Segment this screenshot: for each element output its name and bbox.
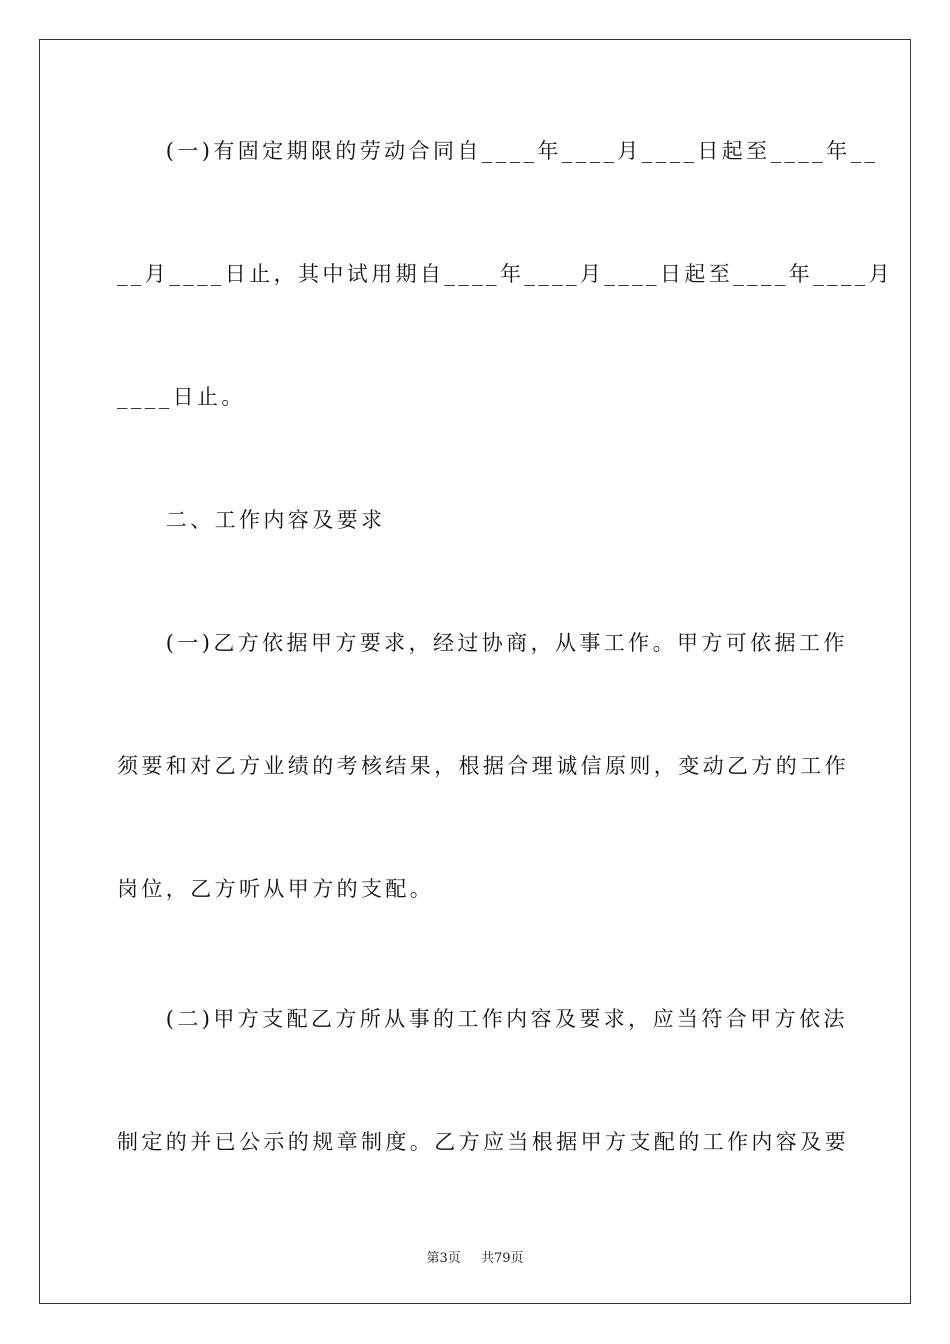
- page-total: 共79页: [480, 1251, 524, 1266]
- paragraph-line: (二)甲方支配乙方所从事的工作内容及要求，应当符合甲方依法: [117, 1007, 848, 1031]
- page-number: 第3页: [426, 1251, 461, 1266]
- section-heading: 二、工作内容及要求: [117, 508, 386, 532]
- paragraph-line: ____日止。: [117, 385, 246, 409]
- paragraph-line: 制定的并已公示的规章制度。乙方应当根据甲方支配的工作内容及要: [117, 1130, 849, 1154]
- paragraph-line: 须要和对乙方业绩的考核结果，根据合理诚信原则，变动乙方的工作: [117, 754, 849, 778]
- page-footer: [0, 1247, 950, 1266]
- page-border: [39, 39, 911, 1304]
- paragraph-line: __月____日止，其中试用期自____年____月____日起至____年____月: [117, 262, 894, 286]
- paragraph-line: (一)乙方依据甲方要求，经过协商，从事工作。甲方可依据工作: [117, 631, 848, 655]
- paragraph-line: 岗位，乙方听从甲方的支配。: [117, 877, 435, 901]
- paragraph-line: (一)有固定期限的劳动合同自____年____月____日起至____年__: [117, 139, 879, 163]
